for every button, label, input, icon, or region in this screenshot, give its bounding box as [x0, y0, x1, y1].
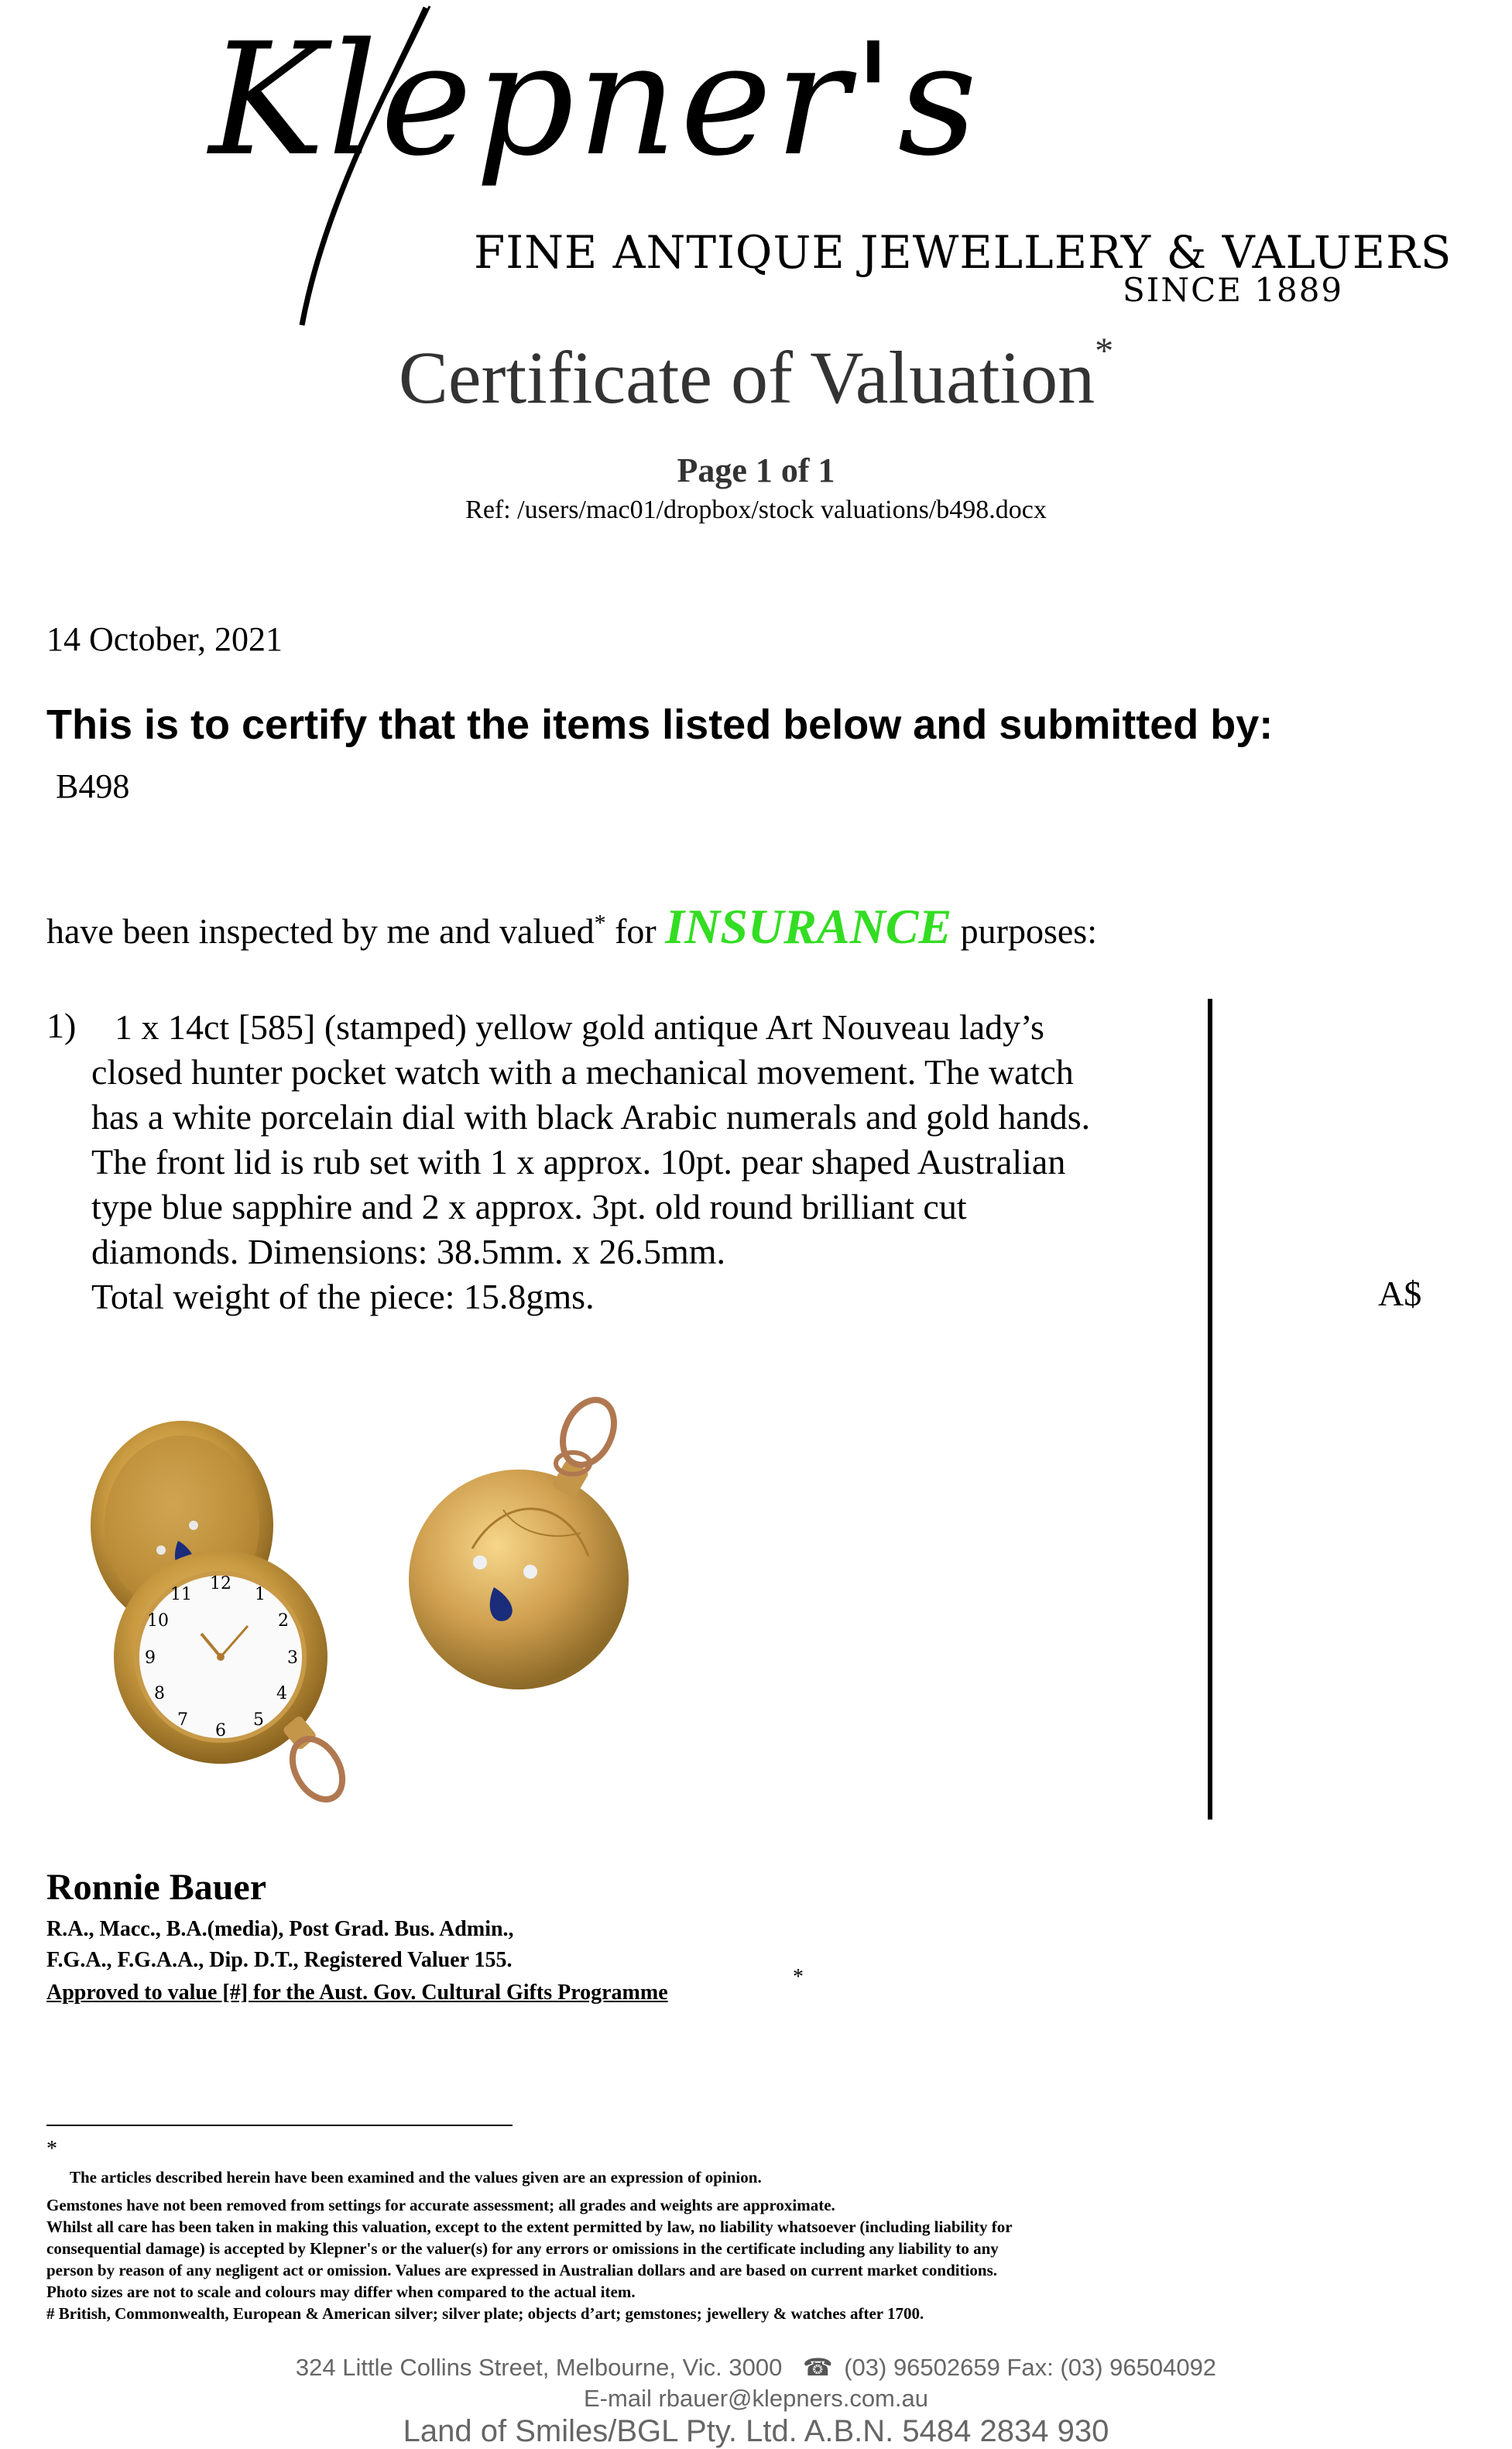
- svg-text:8: 8: [154, 1684, 165, 1703]
- certificate-title: Certificate of Valuation*: [398, 331, 1114, 419]
- item-number: 1): [46, 1006, 77, 1045]
- certify-heading: This is to certify that the items listed below and submitted by:: [46, 701, 1274, 748]
- file-reference: Ref: /users/mac01/dropbox/stock valuations/b498.docx: [465, 496, 1047, 524]
- value-column-divider: [1208, 999, 1212, 1820]
- svg-text:10: 10: [147, 1611, 169, 1631]
- footer-address: 324 Little Collins Street, Melbourne, Vic. 3000: [295, 2354, 783, 2381]
- footer-email: E-mail rbauer@klepners.com.au: [584, 2385, 928, 2412]
- valuer-qualifications-2: F.G.A., F.G.A.A., Dip. D.T., Registered Valuer 155.: [46, 1948, 513, 1972]
- svg-text:2: 2: [278, 1611, 289, 1631]
- footnote-mark: *: [46, 2137, 57, 2161]
- telephone-icon: ☎: [802, 2354, 833, 2381]
- logo-since: SINCE 1889: [1123, 271, 1344, 309]
- footnote-line: person by reason of any negligent act or omission. Values are expressed in Australian dollars and are based on current market conditions.: [46, 2261, 998, 2279]
- cultural-gifts-approval: Approved to value [#] for the Aust. Gov. Cultural Gifts Programme: [46, 1981, 668, 2005]
- page-number: Page 1 of 1: [677, 451, 835, 489]
- footnote-line: Photo sizes are not to scale and colours may differ when compared to the actual item.: [46, 2283, 636, 2301]
- footnote-line: Gemstones have not been removed from settings for accurate assessment; all grades and weights are approximate.: [46, 2196, 835, 2214]
- footnote-line: Whilst all care has been taken in making this valuation, except to the extent permitted by law, no liability whatsoever (including liability for: [46, 2217, 1013, 2236]
- svg-text:1: 1: [255, 1585, 266, 1604]
- approval-footnote-mark: *: [793, 1965, 804, 1989]
- svg-text:6: 6: [215, 1721, 226, 1741]
- logo-tagline: FINE ANTIQUE JEWELLERY & VALUERS: [474, 226, 1452, 279]
- insurance-keyword: INSURANCE: [665, 899, 952, 954]
- footer-phone: (03) 96502659 Fax: (03) 96504092: [844, 2354, 1217, 2381]
- footnote-line: The articles described herein have been examined and the values given are an expression of opinion.: [70, 2168, 762, 2187]
- svg-text:12: 12: [210, 1574, 231, 1593]
- footer-company: Land of Smiles/BGL Pty. Ltd. A.B.N. 5484 2834 930: [403, 2414, 1109, 2448]
- footnote-line: consequential damage) is accepted by Klepner's or the valuer(s) for any errors or omissions in the certificate including any liability to any: [46, 2239, 999, 2258]
- svg-text:7: 7: [177, 1710, 188, 1730]
- footer-contact: [0, 2354, 1512, 2382]
- currency-label: A$: [1378, 1274, 1422, 1313]
- svg-text:9: 9: [145, 1648, 156, 1668]
- client-reference: B498: [56, 767, 130, 805]
- footnote-rule: [46, 2125, 513, 2126]
- valuer-name: Ronnie Bauer: [46, 1867, 267, 1908]
- valuer-qualifications: R.A., Macc., B.A.(media), Post Grad. Bus. Admin.,: [46, 1917, 514, 1941]
- footnote-line: # British, Commonwealth, European & American silver; silver plate; objects d’art; gemstones; jewellery & watches after 1700.: [46, 2304, 924, 2323]
- svg-text:3: 3: [287, 1648, 298, 1668]
- svg-text:4: 4: [276, 1684, 287, 1703]
- item-description: 1 x 14ct [585] (stamped) yellow gold antique Art Nouveau lady’s closed hunter pocket watch with a mechanical movement. The watch has a white porcelain dial with black Arabic numerals and gold hands. The front lid is rub set with 1 x approx. 10pt. pear shaped Australian type blue sapphire and 2 x approx. 3pt. old round brilliant cut diamonds. Dimensions: 38.5mm. x 26.5mm. Total weight of the piece: 15.8gms.: [91, 1007, 1091, 1316]
- pocket-watch-photo: [85, 1378, 674, 1827]
- certificate-date: 14 October, 2021: [46, 620, 283, 658]
- valuation-purpose: have been inspected by me and valued* for INSURANCE purposes:: [46, 899, 1097, 954]
- svg-text:11: 11: [170, 1585, 192, 1604]
- logo-script: Klepner's: [209, 10, 981, 190]
- svg-text:5: 5: [253, 1710, 264, 1730]
